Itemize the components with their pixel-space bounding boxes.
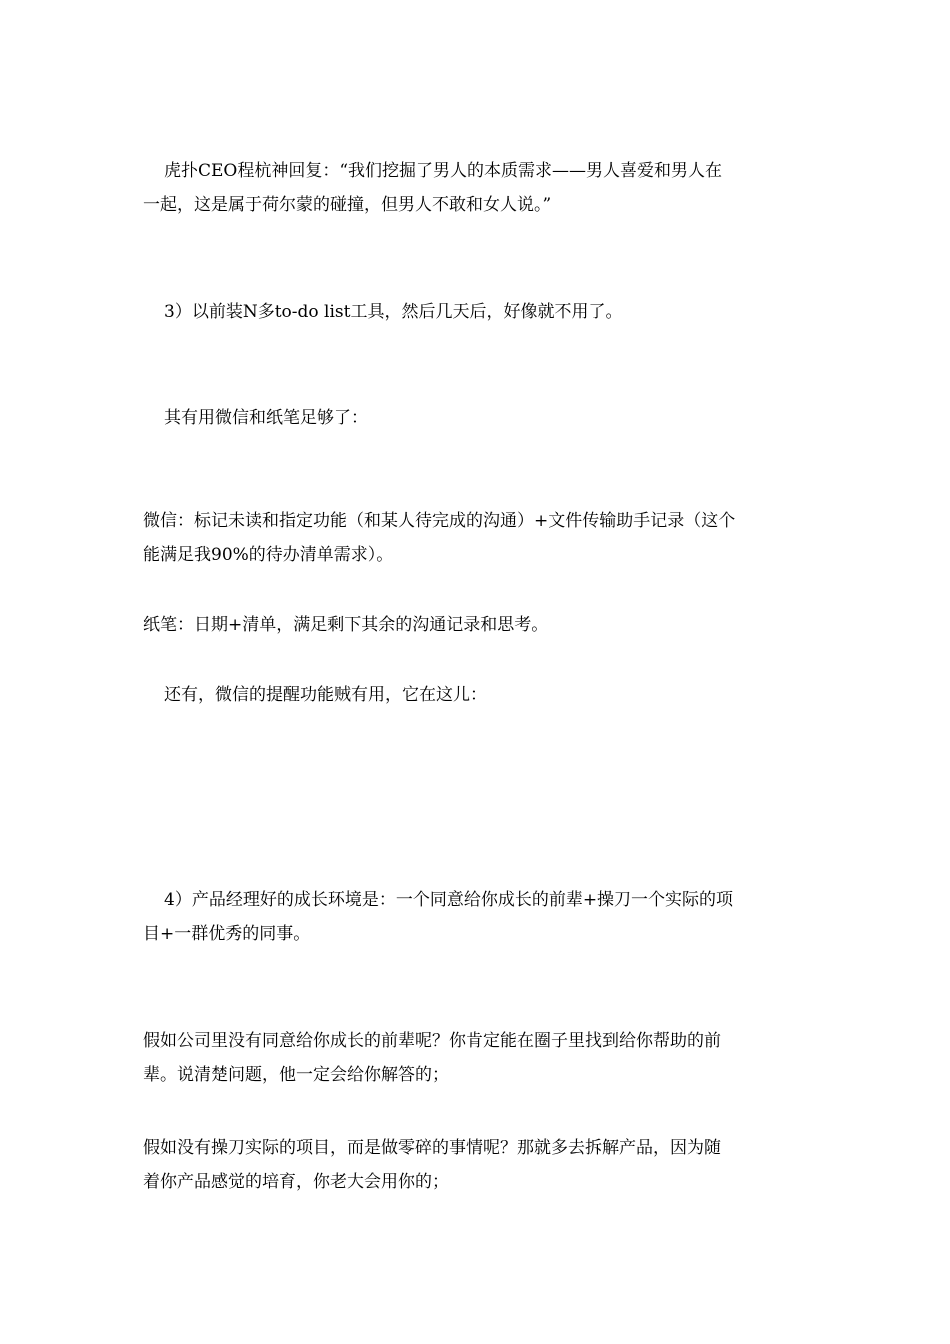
paragraph-hupu-ceo-reply [143, 154, 808, 222]
paragraph-line: 纸笔：日期+清单，满足剩下其余的沟通记录和思考。 [143, 615, 549, 635]
paragraph-line: 辈。说清楚问题，他一定会给你解答的； [143, 1065, 449, 1085]
paragraph-line: 虎扑CEO程杭神回复：“我们挖掘了男人的本质需求——男人喜爱和男人在 [164, 161, 723, 181]
paragraph-wechat-and-paper [143, 401, 808, 435]
paragraph-line: 其有用微信和纸笔足够了： [164, 408, 368, 428]
paragraph-line: 4）产品经理好的成长环境是：一个同意给你成长的前辈+操刀一个实际的项 [164, 890, 734, 910]
paragraph-line: 着你产品感觉的培育，你老大会用你的； [143, 1172, 449, 1192]
paragraph-line: 还有，微信的提醒功能贼有用，它在这儿： [164, 685, 487, 705]
paragraph-line: 3）以前装N多to-do list工具，然后几天后，好像就不用了。 [164, 302, 623, 322]
paragraph-line: 微信：标记未读和指定功能（和某人待完成的沟通）+文件传输助手记录（这个 [143, 511, 736, 531]
paragraph-no-mentor [143, 1024, 808, 1092]
paragraph-line: 能满足我90%的待办清单需求）。 [143, 545, 394, 565]
paragraph-wechat-reminder [143, 678, 808, 712]
paragraph-line: 目+一群优秀的同事。 [143, 924, 311, 944]
paragraph-line: 一起，这是属于荷尔蒙的碰撞，但男人不敢和女人说。” [143, 195, 552, 215]
paragraph-paper-usage [143, 608, 808, 642]
paragraph-line: 假如公司里没有同意给你成长的前辈呢？你肯定能在圈子里找到给你帮助的前 [143, 1031, 721, 1051]
paragraph-line: 假如没有操刀实际的项目，而是做零碎的事情呢？那就多去拆解产品，因为随 [143, 1138, 721, 1158]
paragraph-todo-list-tools [143, 295, 808, 329]
paragraph-pm-growth-environment [143, 883, 808, 951]
paragraph-wechat-usage [143, 504, 808, 572]
paragraph-no-real-project [143, 1131, 808, 1199]
